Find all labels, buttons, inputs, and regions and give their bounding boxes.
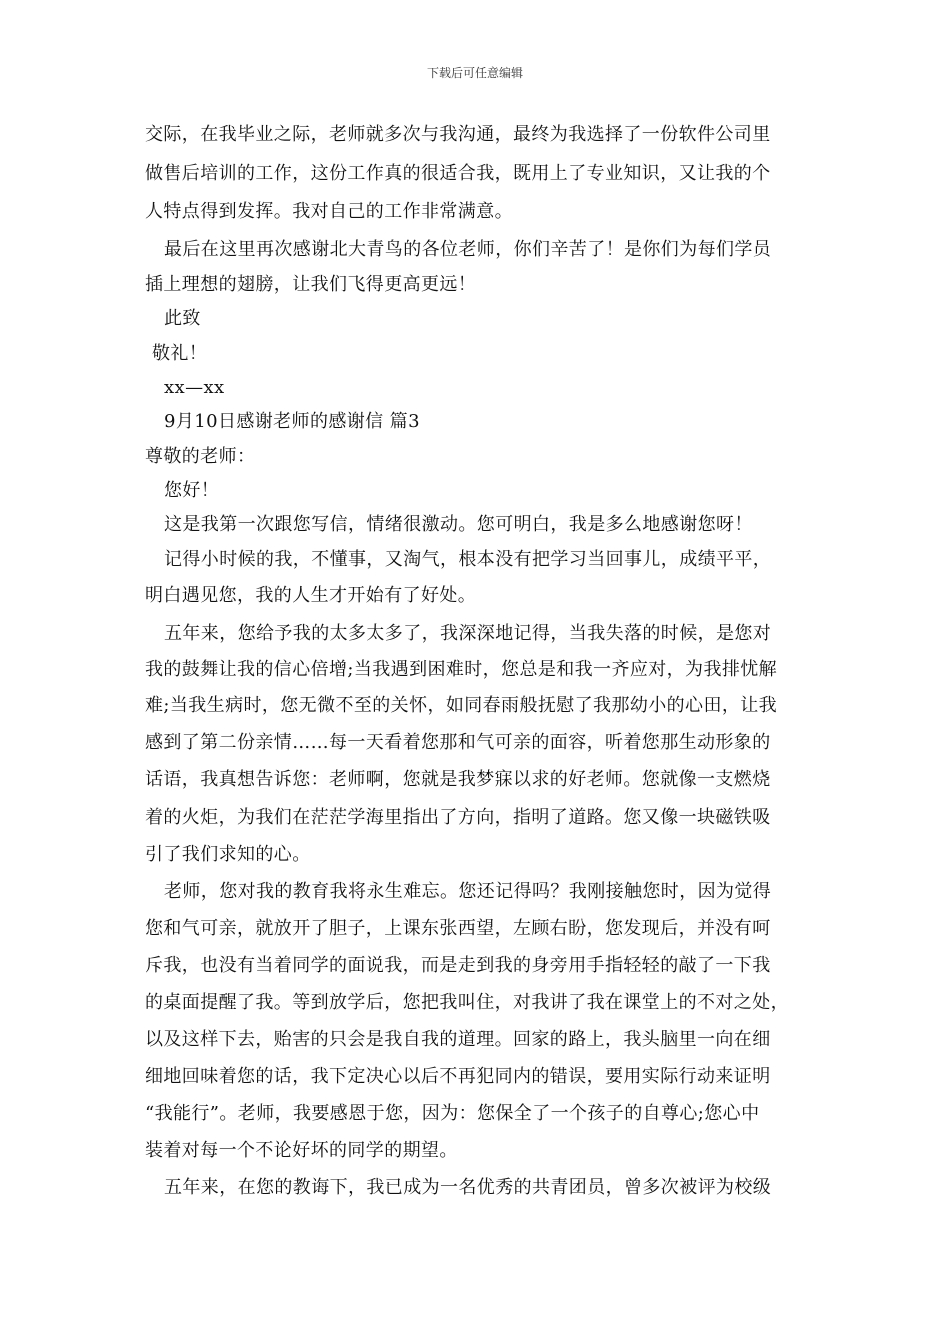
- text-line: 敬礼！: [152, 343, 208, 364]
- text-line: 这是我第一次跟您写信，情绪很激动。您可明白，我是多么地感谢您呀！: [164, 514, 753, 535]
- text-line: 尊敬的老师：: [145, 446, 256, 467]
- text-line: 以及这样下去，贻害的只会是我自我的道理。回家的路上，我头脑里一向在细: [145, 1029, 771, 1050]
- text-line: 难;当我生病时，您无微不至的关怀，如同春雨般抚慰了我那幼小的心田，让我: [145, 695, 778, 716]
- text-line: 人特点得到发挥。我对自己的工作非常满意。: [145, 201, 513, 222]
- text-line: 我的鼓舞让我的信心倍增;当我遇到困难时，您总是和我一齐应对，为我排忧解: [145, 659, 778, 680]
- text-line: 着的火炬，为我们在茫茫学海里指出了方向，指明了道路。您又像一块磁铁吸: [145, 807, 771, 828]
- text-line: 细地回味着您的话，我下定决心以后不再犯同内的错误，要用实际行动来证明: [145, 1066, 771, 1087]
- text-line: 此致: [164, 308, 201, 329]
- text-line: 您好！: [164, 480, 220, 501]
- text-line: 交际，在我毕业之际，老师就多次与我沟通，最终为我选择了一份软件公司里: [145, 124, 771, 145]
- text-line: 做售后培训的工作，这份工作真的很适合我，既用上了专业知识，又让我的个: [145, 163, 771, 184]
- text-line: 最后在这里再次感谢北大青鸟的各位老师，你们辛苦了！是你们为每们学员: [164, 239, 772, 260]
- text-line: 感到了第二份亲情……每一天看着您那和气可亲的面容，听着您那生动形象的: [145, 732, 771, 753]
- text-line: 老师，您对我的教育我将永生难忘。您还记得吗？我刚接触您时，因为觉得: [164, 881, 772, 902]
- text-line: 装着对每一个不论好坏的同学的期望。: [145, 1140, 458, 1161]
- text-line: 五年来，在您的教诲下，我已成为一名优秀的共青团员，曾多次被评为校级: [164, 1177, 772, 1198]
- section-title: 9月10日感谢老师的感谢信 篇3: [164, 411, 420, 432]
- page-header: 下载后可任意编辑: [426, 66, 523, 80]
- text-line: 的桌面提醒了我。等到放学后，您把我叫住，对我讲了我在课堂上的不对之处，: [145, 992, 789, 1013]
- text-line: 您和气可亲，就放开了胆子，上课东张西望，左顾右盼，您发现后，并没有呵: [145, 918, 771, 939]
- text-line: xx—xx: [164, 377, 225, 398]
- text-line: 插上理想的翅膀，让我们飞得更高更远！: [145, 274, 477, 295]
- text-line: 五年来，您给予我的太多太多了，我深深地记得，当我失落的时候，是您对: [164, 623, 772, 644]
- text-line: 引了我们求知的心。: [145, 844, 311, 865]
- text-line: 话语，我真想告诉您：老师啊，您就是我梦寐以求的好老师。您就像一支燃烧: [145, 769, 771, 790]
- text-line: “我能行”。老师，我要感恩于您，因为：您保全了一个孩子的自尊心;您心中: [145, 1103, 760, 1124]
- text-line: 明白遇见您，我的人生才开始有了好处。: [145, 585, 477, 606]
- text-line: 记得小时候的我，不懂事，又淘气，根本没有把学习当回事儿，成绩平平，: [164, 549, 772, 570]
- text-line: 斥我，也没有当着同学的面说我，而是走到我的身旁用手指轻轻的敲了一下我: [145, 955, 771, 976]
